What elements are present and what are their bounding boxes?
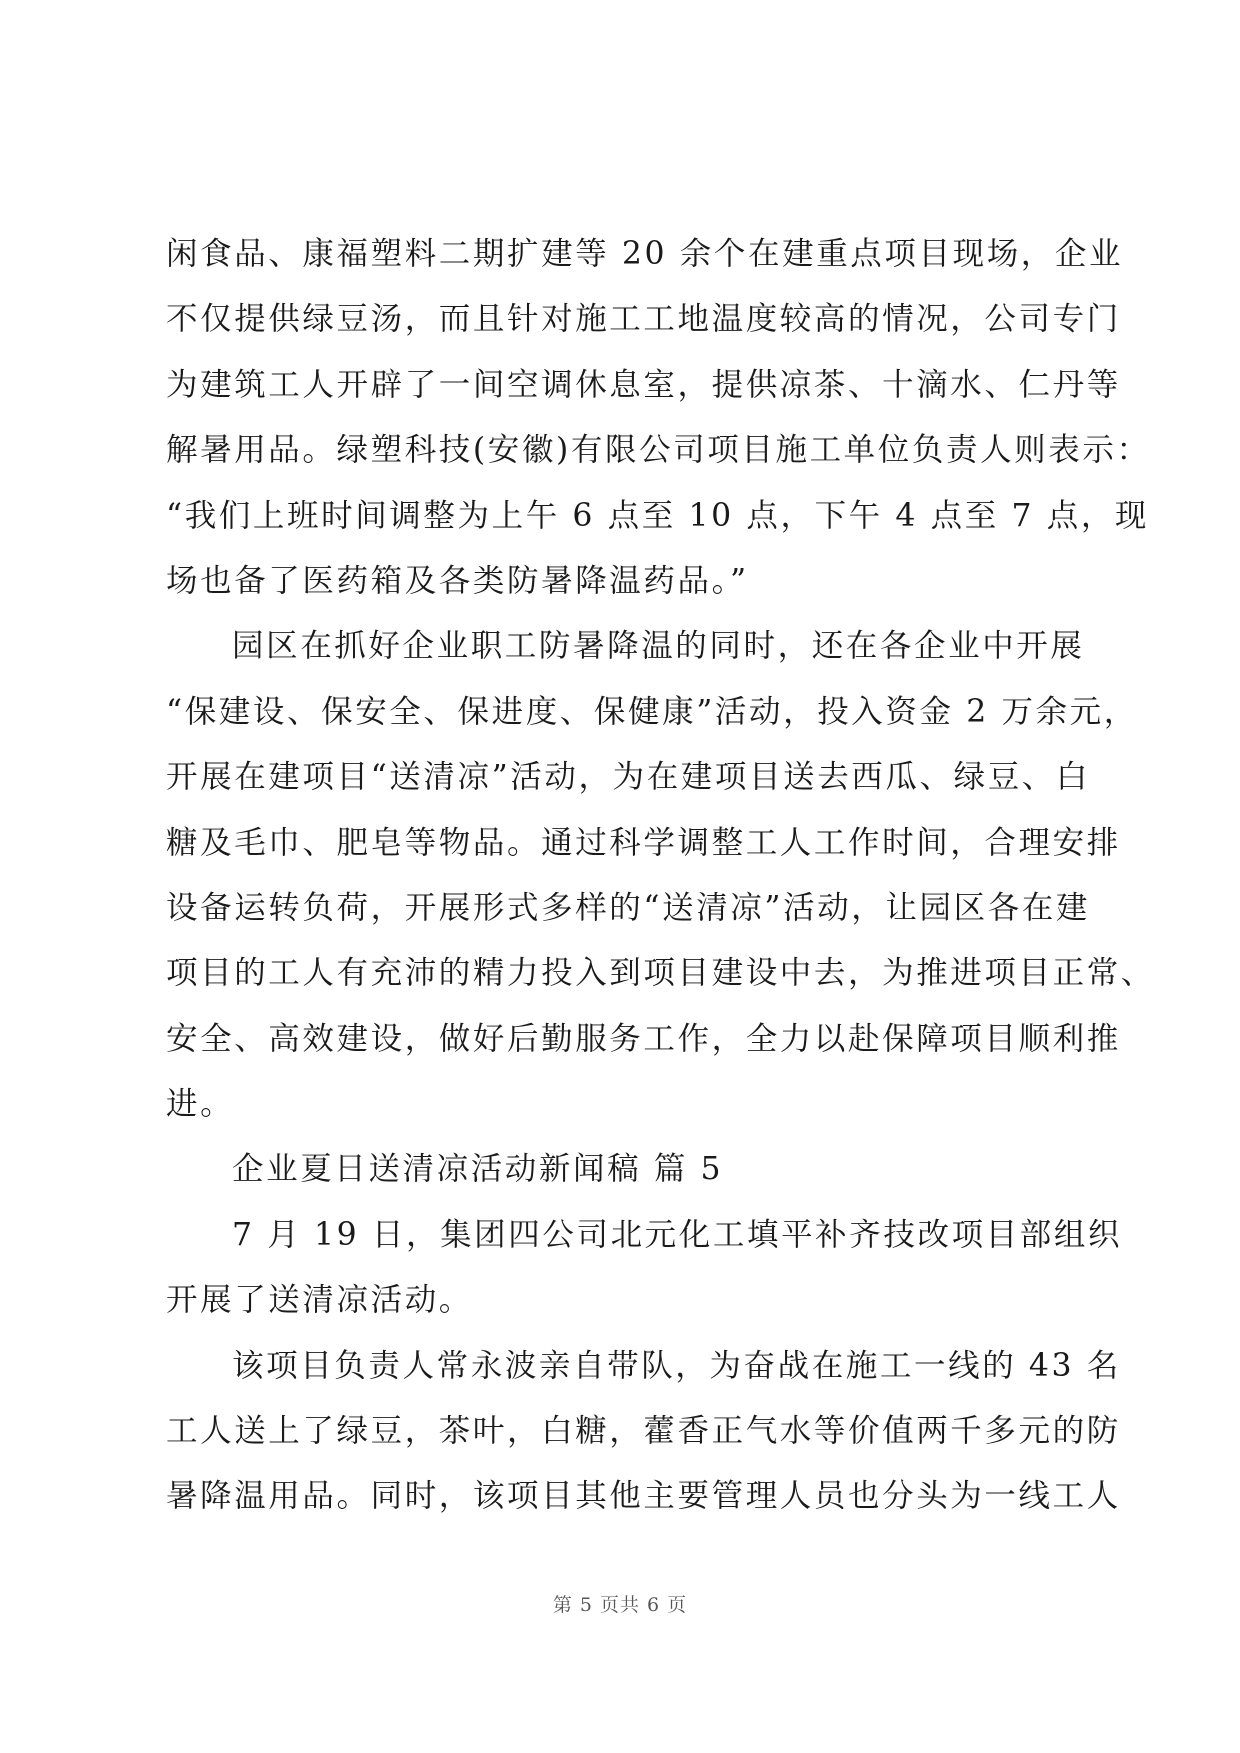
text-line: 工人送上了绿豆，茶叶，白糖，藿香正气水等价值两千多元的防 <box>166 1413 1121 1450</box>
paragraph-first-line: 7 月 19 日，集团四公司北元化工填平补齐技改项目部组织 <box>232 1216 1123 1253</box>
text-line: 项目的工人有充沛的精力投入到项目建设中去，为推进项目正常、 <box>166 955 1155 992</box>
text-line: 安全、高效建设，做好后勤服务工作，全力以赴保障项目顺利推 <box>166 1020 1121 1057</box>
text-line: 进。 <box>166 1086 235 1123</box>
text-line: “我们上班时间调整为上午 6 点至 10 点，下午 4 点至 7 点，现 <box>166 497 1150 534</box>
text-line: 糖及毛巾、肥皂等物品。通过科学调整工人工作时间，合理安排 <box>166 824 1121 861</box>
text-line: 为建筑工人开辟了一间空调休息室，提供凉茶、十滴水、仁丹等 <box>166 366 1121 403</box>
body-text <box>166 222 1155 1530</box>
text-line: 暑降温用品。同时，该项目其他主要管理人员也分头为一线工人 <box>166 1478 1121 1515</box>
section-heading: 企业夏日送清凉活动新闻稿 篇 5 <box>232 1151 724 1188</box>
text-line: 场也备了医药箱及各类防暑降温药品。” <box>166 562 749 599</box>
page-number-footer: 第 5 页共 6 页 <box>552 1594 688 1616</box>
paragraph-first-line: 园区在抓好企业职工防暑降温的同时，还在各企业中开展 <box>232 628 1085 665</box>
text-line: 设备运转负荷，开展形式多样的“送清凉”活动，让园区各在建 <box>166 889 1091 926</box>
paragraph-first-line: 该项目负责人常永波亲自带队，为奋战在施工一线的 43 名 <box>232 1347 1121 1384</box>
text-line: “保建设、保安全、保进度、保健康”活动，投入资金 2 万余元， <box>166 693 1138 730</box>
text-line: 开展了送清凉活动。 <box>166 1282 473 1319</box>
text-line: 解暑用品。绿塑科技(安徽)有限公司项目施工单位负责人则表示： <box>166 432 1151 469</box>
text-line: 闲食品、康福塑料二期扩建等 20 余个在建重点项目现场，企业 <box>166 236 1124 272</box>
text-line: 不仅提供绿豆汤，而且针对施工工地温度较高的情况，公司专门 <box>166 301 1121 338</box>
text-line: 开展在建项目“送清凉”活动，为在建项目送去西瓜、绿豆、白 <box>166 759 1091 796</box>
